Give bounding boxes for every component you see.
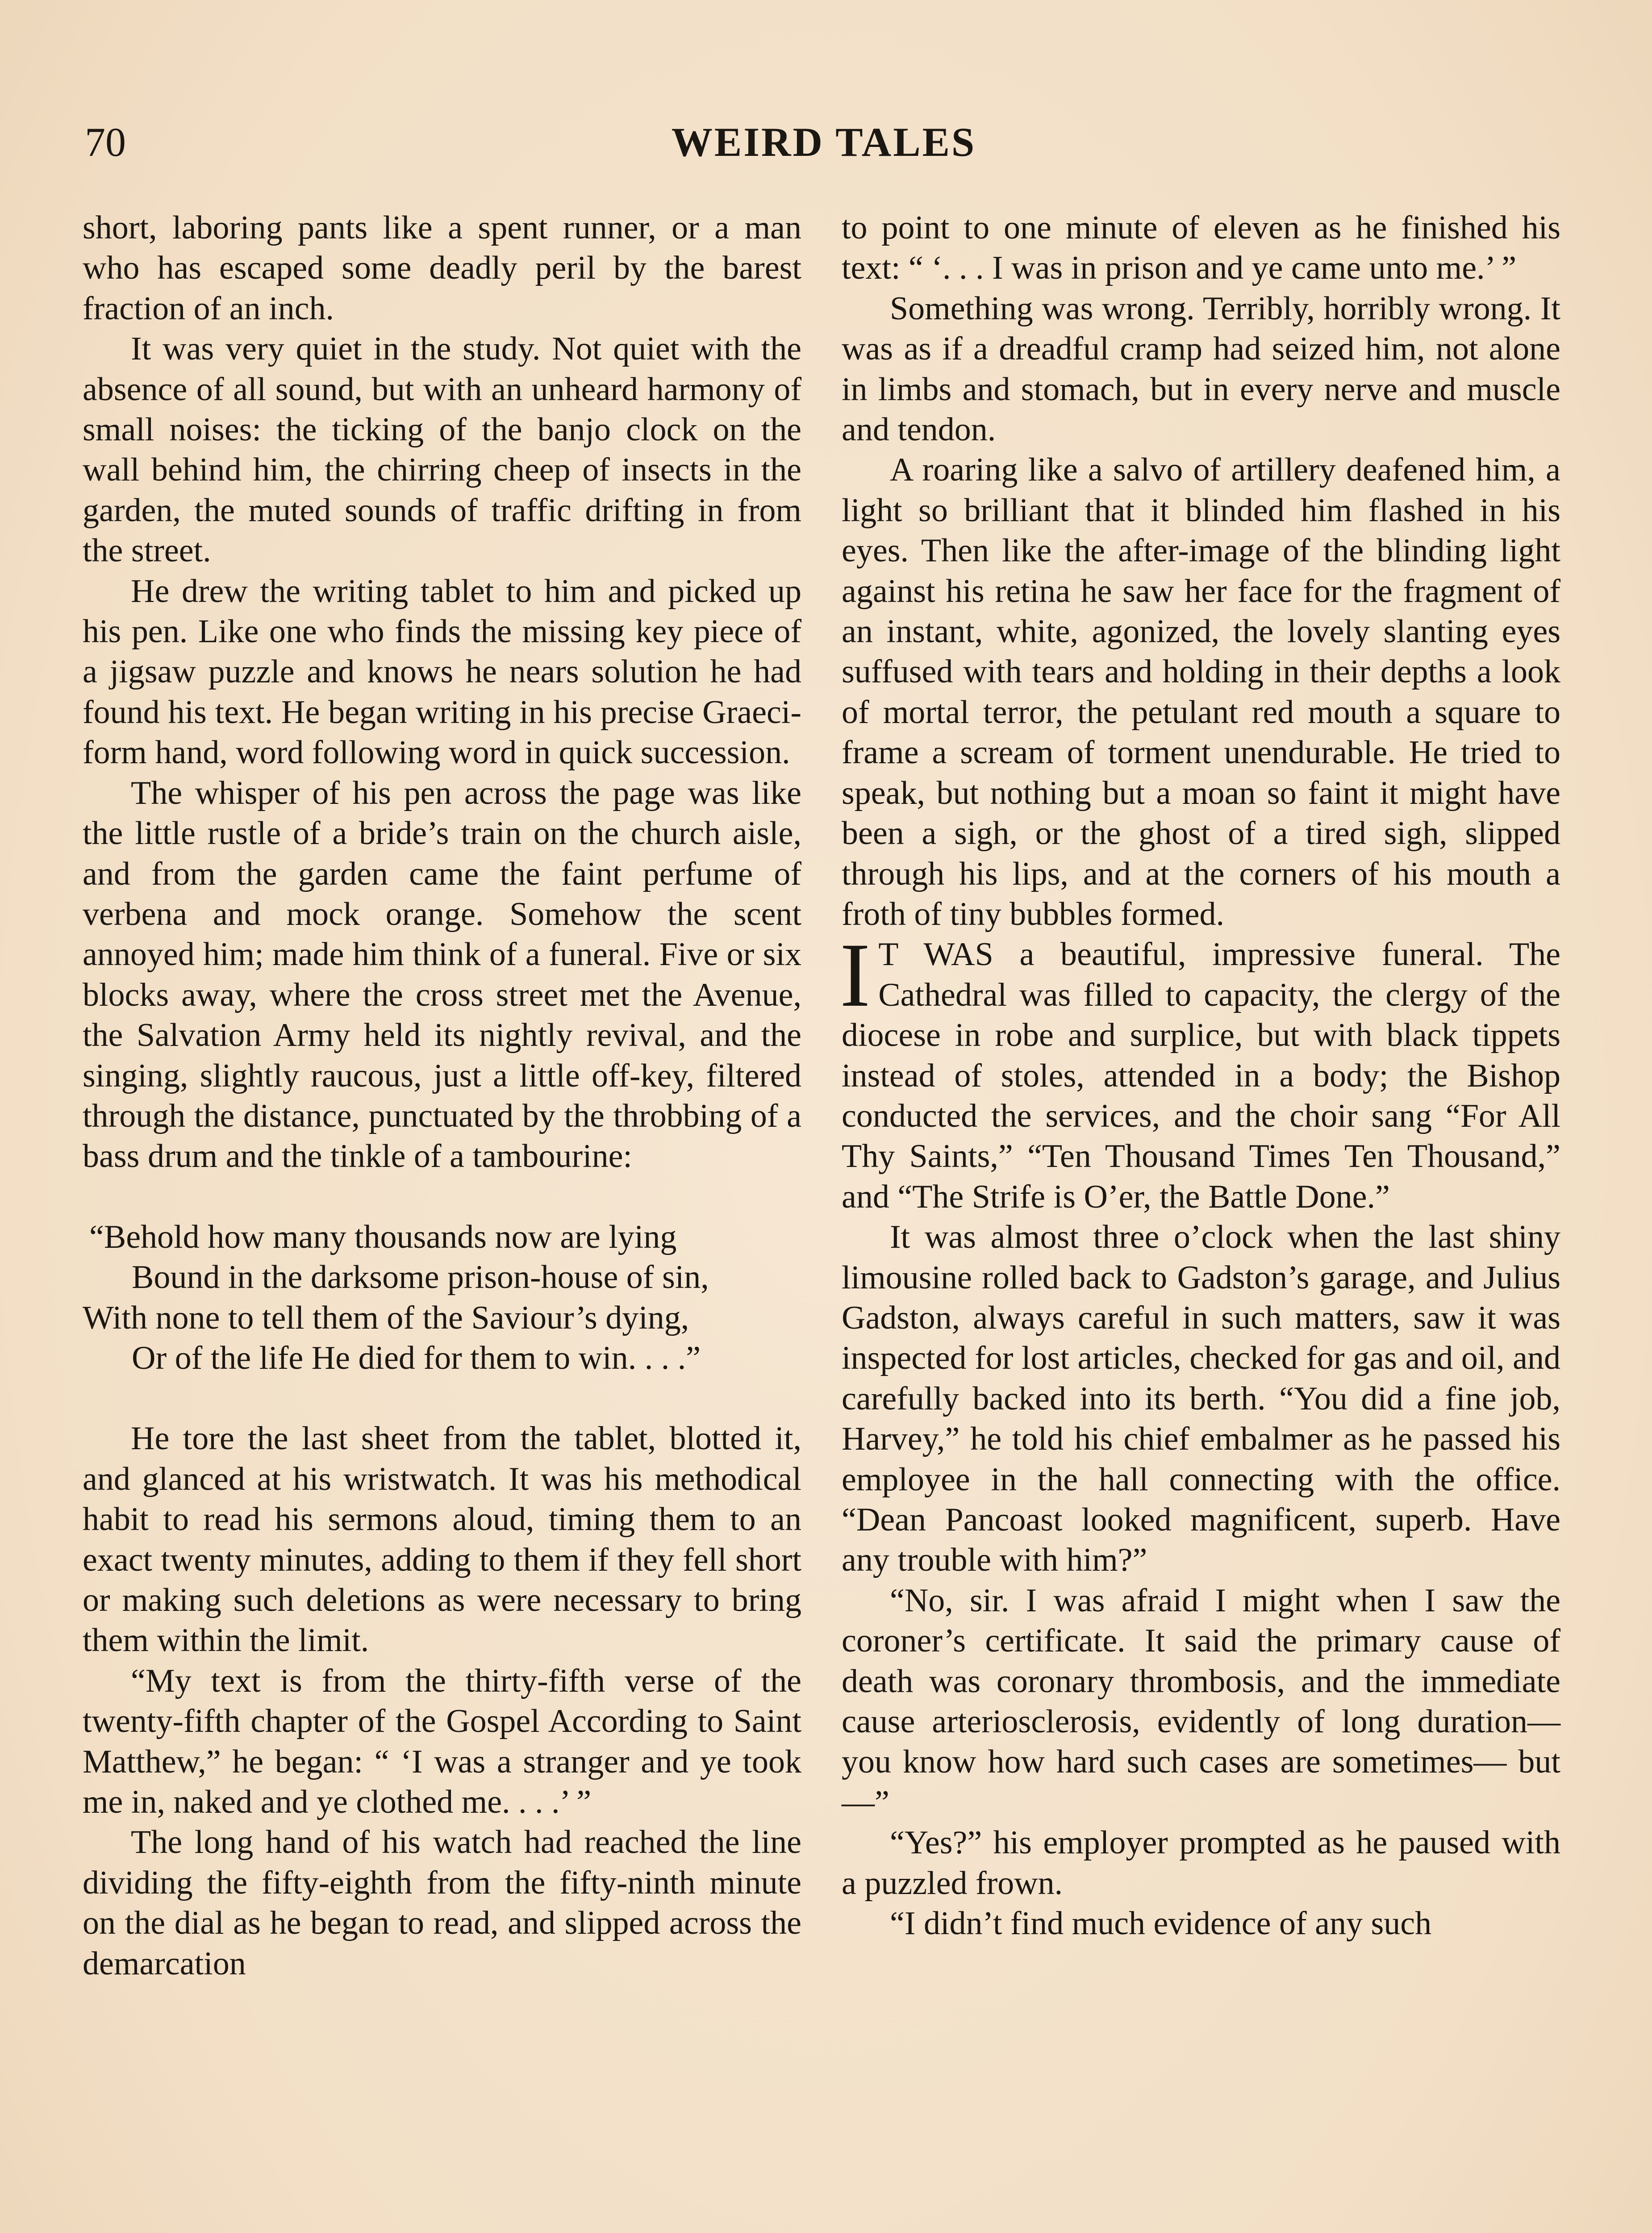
paragraph: He tore the last sheet from the tablet, blotted it, and glanced at his wristwatch. It was his methodical habit to read his sermons aloud, timing them to an exact twenty minutes, adding to them if they fell short or making such deletions as were necessary to bring them within the limit.	[83, 1420, 801, 1659]
paragraph: The whisper of his pen across the page was like the little rustle of a bride’s train on the church aisle, and from the garden came the faint perfume of verbena and mock orange. Somehow the scent annoyed him; made him think of a funeral. Five or six blocks away, where the cross street met the Avenue, the Salvation Army held its nightly revival, and the singing, slightly raucous, just a little off-key, filtered through the distance, punctuated by the throbbing of a bass drum and the tinkle of a tambourine:	[83, 774, 801, 1175]
paragraph-text: T WAS a beautiful, impressive funeral. The Cathedral was filled to capacity, the clergy of the diocese in robe and surplice, but with black tippets instead of stoles, attended in a body; the Bishop conducted the services, and the choir sang “For All Thy Saints,” “Ten Thousand Times Ten Thousand,” and “The Strife is O’er, the Battle Done.”	[842, 936, 1560, 1215]
paragraph: “My text is from the thirty-fifth verse of the twenty-fifth chapter of the Gospel According to Saint Matthew,” he began: “ ‘I was a stranger and ye took me in, naked and ye clothed me. . . .’ ”	[83, 1662, 801, 1821]
hymn-verse	[83, 1217, 801, 1379]
right-column	[842, 208, 1560, 1944]
paragraph: “Yes?” his employer prompted as he paused with a puzzled frown.	[842, 1824, 1560, 1902]
paragraph: “I didn’t find much evidence of any such	[890, 1905, 1432, 1942]
page-number: 70	[85, 119, 126, 165]
paragraph: It was almost three o’clock when the last shiny limousine rolled back to Gadston’s garage, and Julius Gadston, always careful in such matters, saw it was inspected for lost articles, checked for gas and oil, and carefully backed into its berth. “You did a fine job, Harvey,” he told his chief embalmer as he passed his employee in the hall connecting with the office. “Dean Pancoast looked magnificent, superb. Have any trouble with him?”	[842, 1219, 1560, 1579]
section-opening-paragraph	[840, 924, 1560, 1217]
drop-cap: I	[840, 924, 871, 1026]
paragraph: to point to one minute of eleven as he finished his text: “ ‘. . . I was in prison and ye came unto me.’ ”	[842, 209, 1560, 287]
verse-line: With none to tell them of the Saviour’s dying,	[83, 1299, 689, 1336]
verse-line: Bound in the darksome prison-house of sin,	[132, 1259, 709, 1296]
verse-line: Or of the life He died for them to win. . . .”	[132, 1339, 701, 1376]
paragraph: The long hand of his watch had reached the line dividing the fifty-eighth from the fifty-ninth minute on the dial as he began to read, and slipped across the demarcation	[83, 1824, 801, 1982]
paragraph: It was very quiet in the study. Not quiet with the absence of all sound, but with an unheard harmony of small noises: the ticking of the banjo clock on the wall behind him, the chirring cheep of insects in the garden, the muted sounds of traffic drifting in from the street.	[83, 330, 801, 569]
paragraph: short, laboring pants like a spent runner, or a man who has escaped some deadly peril by the barest fraction of an inch.	[83, 209, 801, 327]
paragraph: A roaring like a salvo of artillery deafened him, a light so brilliant that it blinded him flashed in his eyes. Then like the after-image of the blinding light against his retina he saw her face for the fragment of an instant, white, agonized, the lovely slanting eyes suffused with tears and holding in their depths a look of mortal terror, the petulant red mouth a square to frame a scream of torment unendurable. He tried to speak, but nothing but a moan so faint it might have been a sigh, or the ghost of a tired sigh, slipped through his lips, and at the corners of his mouth a froth of tiny bubbles formed.	[842, 452, 1560, 933]
running-head	[85, 115, 1563, 169]
paragraph: Something was wrong. Terribly, horribly wrong. It was as if a dreadful cramp had seized him, not alone in limbs and stomach, but in every nerve and muscle and tendon.	[842, 290, 1560, 448]
verse-line: “Behold how many thousands now are lying	[89, 1218, 677, 1255]
left-column	[83, 208, 801, 1984]
magazine-title: WEIRD TALES	[671, 119, 976, 165]
paragraph: “No, sir. I was afraid I might when I saw the coroner’s certificate. It said the primary cause of death was coronary thrombosis, and the immediate cause arteriosclerosis, evidently of long duration—you know how hard such cases are sometimes— but—”	[842, 1582, 1560, 1821]
paragraph: He drew the writing tablet to him and picked up his pen. Like one who finds the missing key piece of a jigsaw puzzle and knows he nears solution he had found his text. He began writing in his precise Graeciform hand, word following word in quick succession.	[83, 573, 801, 771]
